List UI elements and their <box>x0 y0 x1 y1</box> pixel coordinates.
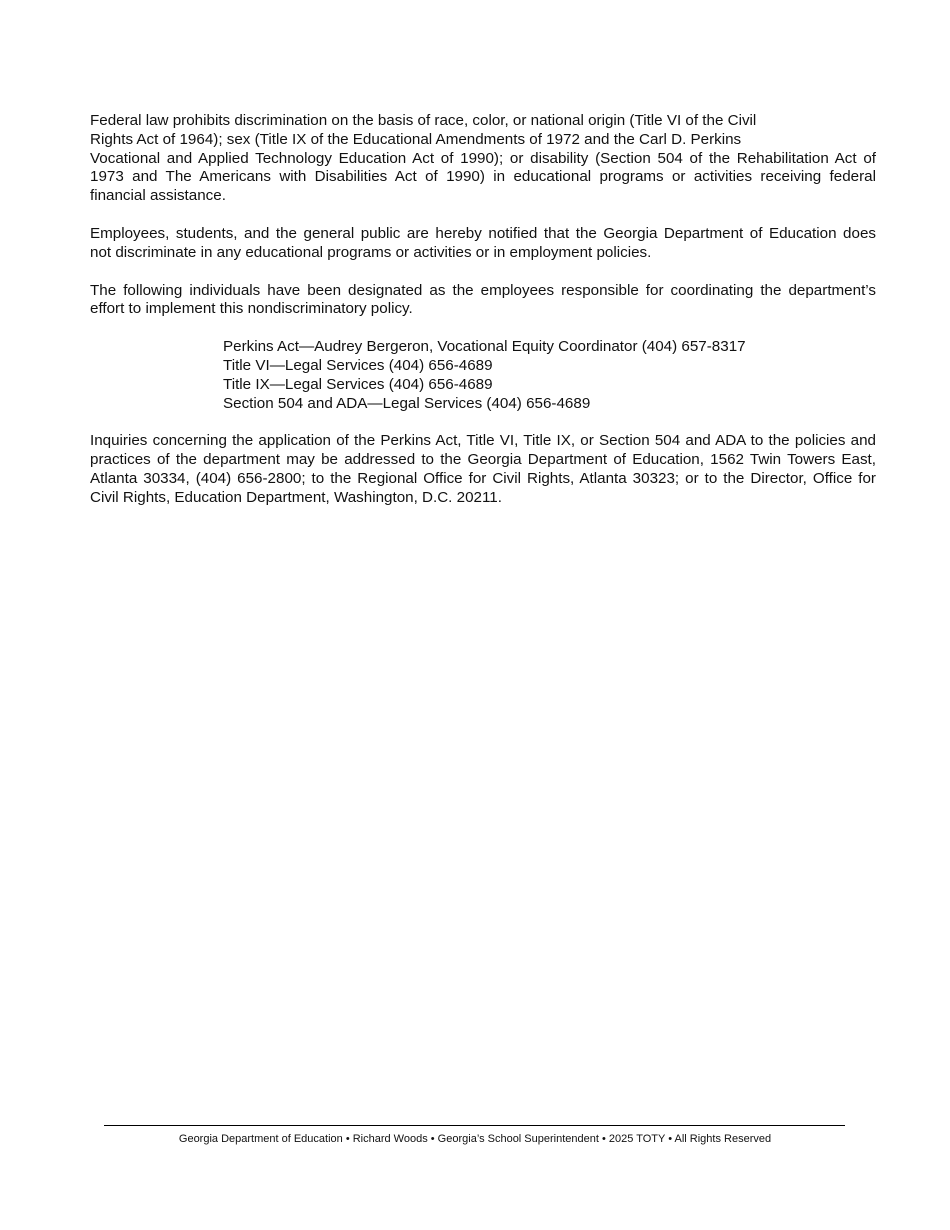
nondiscrimination-notice <box>90 112 876 527</box>
paragraph-line: Federal law prohibits discrimination on the basis of race, color, or national origin (Title VI of the Civil <box>90 112 757 129</box>
paragraph-line: The following individuals have been designated as the employees responsible for coordinating the department’s <box>90 281 876 299</box>
paragraph-line: Rights Act of 1964); sex (Title IX of the Educational Amendments of 1972 and the Carl D. Perkins <box>90 130 742 148</box>
paragraph-line: financial assistance. <box>90 187 226 205</box>
paragraph-line: Inquiries concerning the application of the Perkins Act, Title VI, Title IX, or Section 504 and ADA to the policies and <box>90 432 876 450</box>
contact-perkins-act: Perkins Act—Audrey Bergeron, Vocational Equity Coordinator (404) 657-8317 <box>223 338 746 356</box>
paragraph-line: Vocational and Applied Technology Education Act of 1990); or disability (Section 504 of the Rehabilitation Act of <box>90 149 876 167</box>
paragraph-line: 1973 and The Americans with Disabilities Act of 1990) in educational programs or activities receiving federal <box>90 168 876 186</box>
federal-law-paragraph <box>90 112 876 206</box>
paragraph-line: effort to implement this nondiscriminatory policy. <box>90 300 413 318</box>
contact-section-504-ada: Section 504 and ADA—Legal Services (404) 656-4689 <box>223 394 591 412</box>
contact-list <box>223 338 876 413</box>
contact-title-ix: Title IX—Legal Services (404) 656-4689 <box>223 375 493 393</box>
paragraph-line: Civil Rights, Education Department, Washington, D.C. 20211. <box>90 488 502 506</box>
footer-divider <box>104 1125 845 1126</box>
paragraph-line: practices of the department may be addressed to the Georgia Department of Education, 1562 Twin Towers East, <box>90 451 876 469</box>
page-footer: Georgia Department of Education • Richard Woods • Georgia’s School Superintendent • 2025 TOTY • All Rights Reserved <box>178 1133 772 1145</box>
paragraph-line: not discriminate in any educational programs or activities or in employment policies. <box>90 243 652 261</box>
contact-title-vi: Title VI—Legal Services (404) 656-4689 <box>223 356 493 374</box>
paragraph-line: Atlanta 30334, (404) 656-2800; to the Regional Office for Civil Rights, Atlanta 30323; or to the Director, Office for <box>90 469 876 487</box>
paragraph-line: Employees, students, and the general public are hereby notified that the Georgia Department of Education does <box>90 224 876 242</box>
inquiries-paragraph <box>90 432 876 507</box>
notification-paragraph <box>90 225 876 263</box>
designated-employees-paragraph <box>90 282 876 320</box>
